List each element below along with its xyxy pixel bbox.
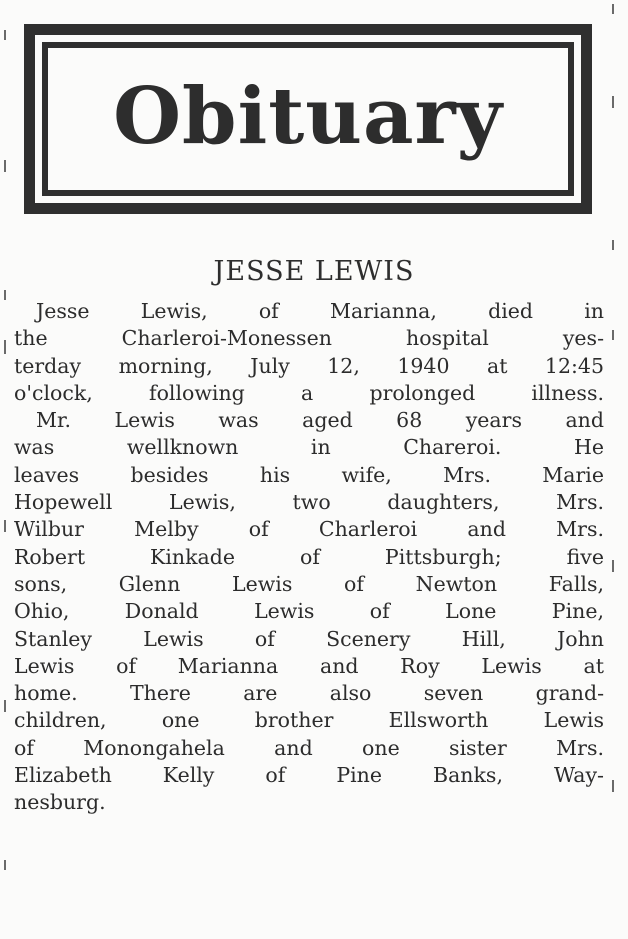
article-line: was wellknown in Chareroi. He [14, 435, 604, 460]
left-margin-mark [4, 160, 6, 172]
article-line: Wilbur Melby of Charleroi and Mrs. [14, 517, 604, 542]
article-line: Elizabeth Kelly of Pine Banks, Way- [14, 763, 604, 788]
article-line: leaves besides his wife, Mrs. Marie [14, 462, 604, 487]
article-line: Jesse Lewis, of Marianna, died in [36, 299, 604, 323]
banner-frame [35, 35, 581, 203]
left-margin-mark [4, 290, 6, 300]
right-margin-mark [612, 96, 614, 108]
article-line: Hopewell Lewis, two daughters, Mrs. [14, 490, 604, 515]
article-line: Mr. Lewis was aged 68 years and [36, 408, 604, 433]
right-margin-mark [612, 780, 614, 792]
article-line: o'clock, following a prolonged illness. [14, 380, 604, 405]
banner-inner-frame [42, 42, 574, 196]
left-margin-mark [4, 30, 6, 40]
article-body [14, 298, 604, 817]
right-margin-mark [612, 4, 614, 14]
article-line: Lewis of Marianna and Roy Lewis at [14, 653, 604, 678]
obituary-banner [24, 24, 592, 214]
article-line: the Charleroi-Monessen hospital yes- [14, 326, 604, 351]
left-margin-mark [4, 340, 6, 354]
article-line: terday morning, July 12, 1940 at 12:45 [14, 353, 604, 378]
article-line: of Monongahela and one sister Mrs. [14, 735, 604, 760]
article-line: sons, Glenn Lewis of Newton Falls, [14, 571, 604, 596]
right-margin-mark [612, 240, 614, 250]
left-margin-mark [4, 700, 6, 712]
article-line: Stanley Lewis of Scenery Hill, John [14, 626, 604, 651]
right-margin-mark [612, 560, 614, 572]
right-margin-mark [612, 330, 614, 340]
banner-title: Obituary [113, 71, 503, 162]
article-line: Ohio, Donald Lewis of Lone Pine, [14, 599, 604, 624]
left-margin-mark [4, 520, 6, 532]
article-line: home. There are also seven grand- [14, 681, 604, 706]
article-line: children, one brother Ellsworth Lewis [14, 708, 604, 733]
article-line: nesburg. [14, 790, 106, 815]
article-line: Robert Kinkade of Pittsburgh; five [14, 544, 604, 569]
left-margin-mark [4, 860, 6, 870]
article-headline: JESSE LEWIS [213, 256, 415, 287]
